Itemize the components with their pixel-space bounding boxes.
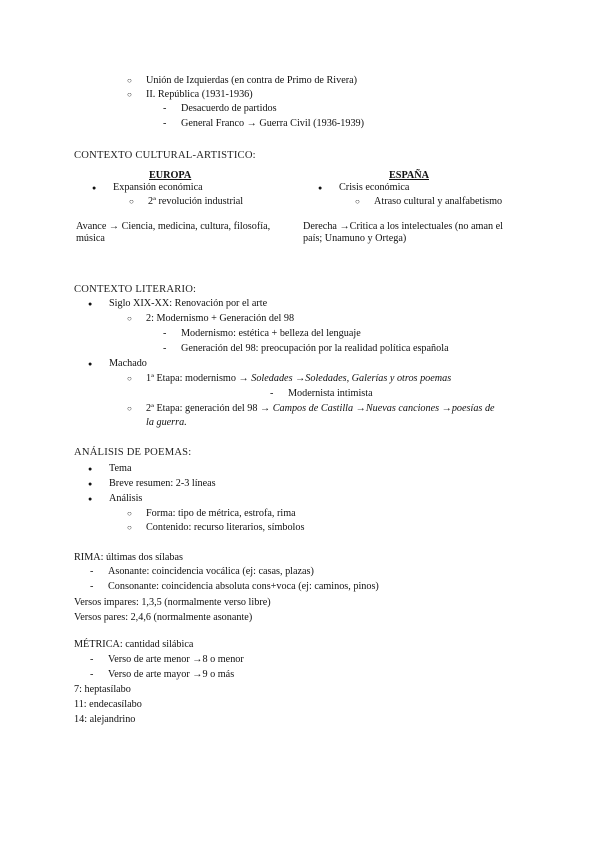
list-item: - Desacuerdo de partidos	[181, 103, 277, 115]
list-item: - Modernismo: estética + belleza del lenguaje	[181, 328, 361, 340]
note-text: Avance → Ciencia, medicina, cultura, filosofía, música	[76, 221, 271, 244]
list-item	[146, 403, 495, 415]
list-item: - Modernista intimista	[288, 388, 373, 400]
section-heading: ANÁLISIS DE POEMAS:	[74, 447, 192, 458]
list-item: ○ Unión de Izquierdas (en contra de Primo de Rivera)	[146, 75, 357, 87]
text-line: 14: alejandrino	[74, 714, 136, 725]
list-item: - Asonante: coincidencia vocálica (ej: casas, plazas)	[108, 566, 314, 578]
text-line: 7: heptasílabo	[74, 684, 131, 695]
list-item: ○ 2: Modernismo + Generación del 98	[146, 313, 294, 325]
list-item: - Consonante: coincidencia absoluta cons+voca (ej: caminos, pinos)	[108, 581, 379, 593]
list-item: ● Machado	[109, 358, 147, 370]
list-item: - Generación del 98: preocupación por la realidad política española	[181, 343, 449, 355]
list-item: ● Análisis	[109, 493, 142, 505]
column-title-europa: EUROPA	[149, 170, 192, 181]
text-line: Versos pares: 2,4,6 (normalmente asonante)	[74, 612, 253, 623]
etapa-works-continued: la guerra.	[146, 417, 187, 428]
list-item: ● Breve resumen: 2-3 líneas	[109, 478, 216, 490]
list-item: ○ Contenido: recurso literarios, símbolos	[146, 522, 304, 534]
column-title-espana: ESPAÑA	[389, 170, 429, 181]
list-item: - Verso de arte menor →8 o menor	[108, 654, 244, 666]
list-item: ○ II. República (1931-1936)	[146, 89, 253, 101]
etapa-works: Campos de Castilla →Nuevas canciones →poesías de	[272, 403, 495, 414]
list-item: - General Franco → Guerra Civil (1936-1939)	[181, 118, 364, 130]
list-item	[146, 373, 451, 385]
list-item: ● Crisis económica	[339, 182, 409, 194]
list-item: ● Expansión económica	[113, 182, 203, 194]
note-text: Derecha →Critica a los intelectuales (no aman el país; Unamuno y Ortega)	[303, 221, 503, 244]
text-line: Versos impares: 1,3,5 (normalmente verso libre)	[74, 597, 271, 608]
list-item: ○ Atraso cultural y analfabetismo	[374, 196, 502, 208]
etapa-works: Soledades →Soledades, Galerías y otros poemas	[251, 373, 452, 384]
etapa-label: 2ª Etapa: generación del 98 →	[146, 403, 273, 414]
list-item: ● Tema	[109, 463, 131, 475]
section-heading: CONTEXTO LITERARIO:	[74, 284, 197, 295]
list-item: - Verso de arte mayor →9 o más	[108, 669, 234, 681]
list-item: ● Siglo XIX-XX: Renovación por el arte	[109, 298, 267, 310]
list-item: ○ 2ª revolución industrial	[148, 196, 243, 208]
metrica-heading: MÉTRICA: cantidad silábica	[74, 639, 194, 650]
list-item: ○ Forma: tipo de métrica, estrofa, rima	[146, 508, 296, 520]
text-line: 11: endecasílabo	[74, 699, 142, 710]
section-heading: CONTEXTO CULTURAL-ARTISTICO:	[74, 150, 256, 161]
rima-heading: RIMA: últimas dos sílabas	[74, 552, 183, 563]
etapa-label: 1ª Etapa: modernismo →	[146, 373, 252, 384]
